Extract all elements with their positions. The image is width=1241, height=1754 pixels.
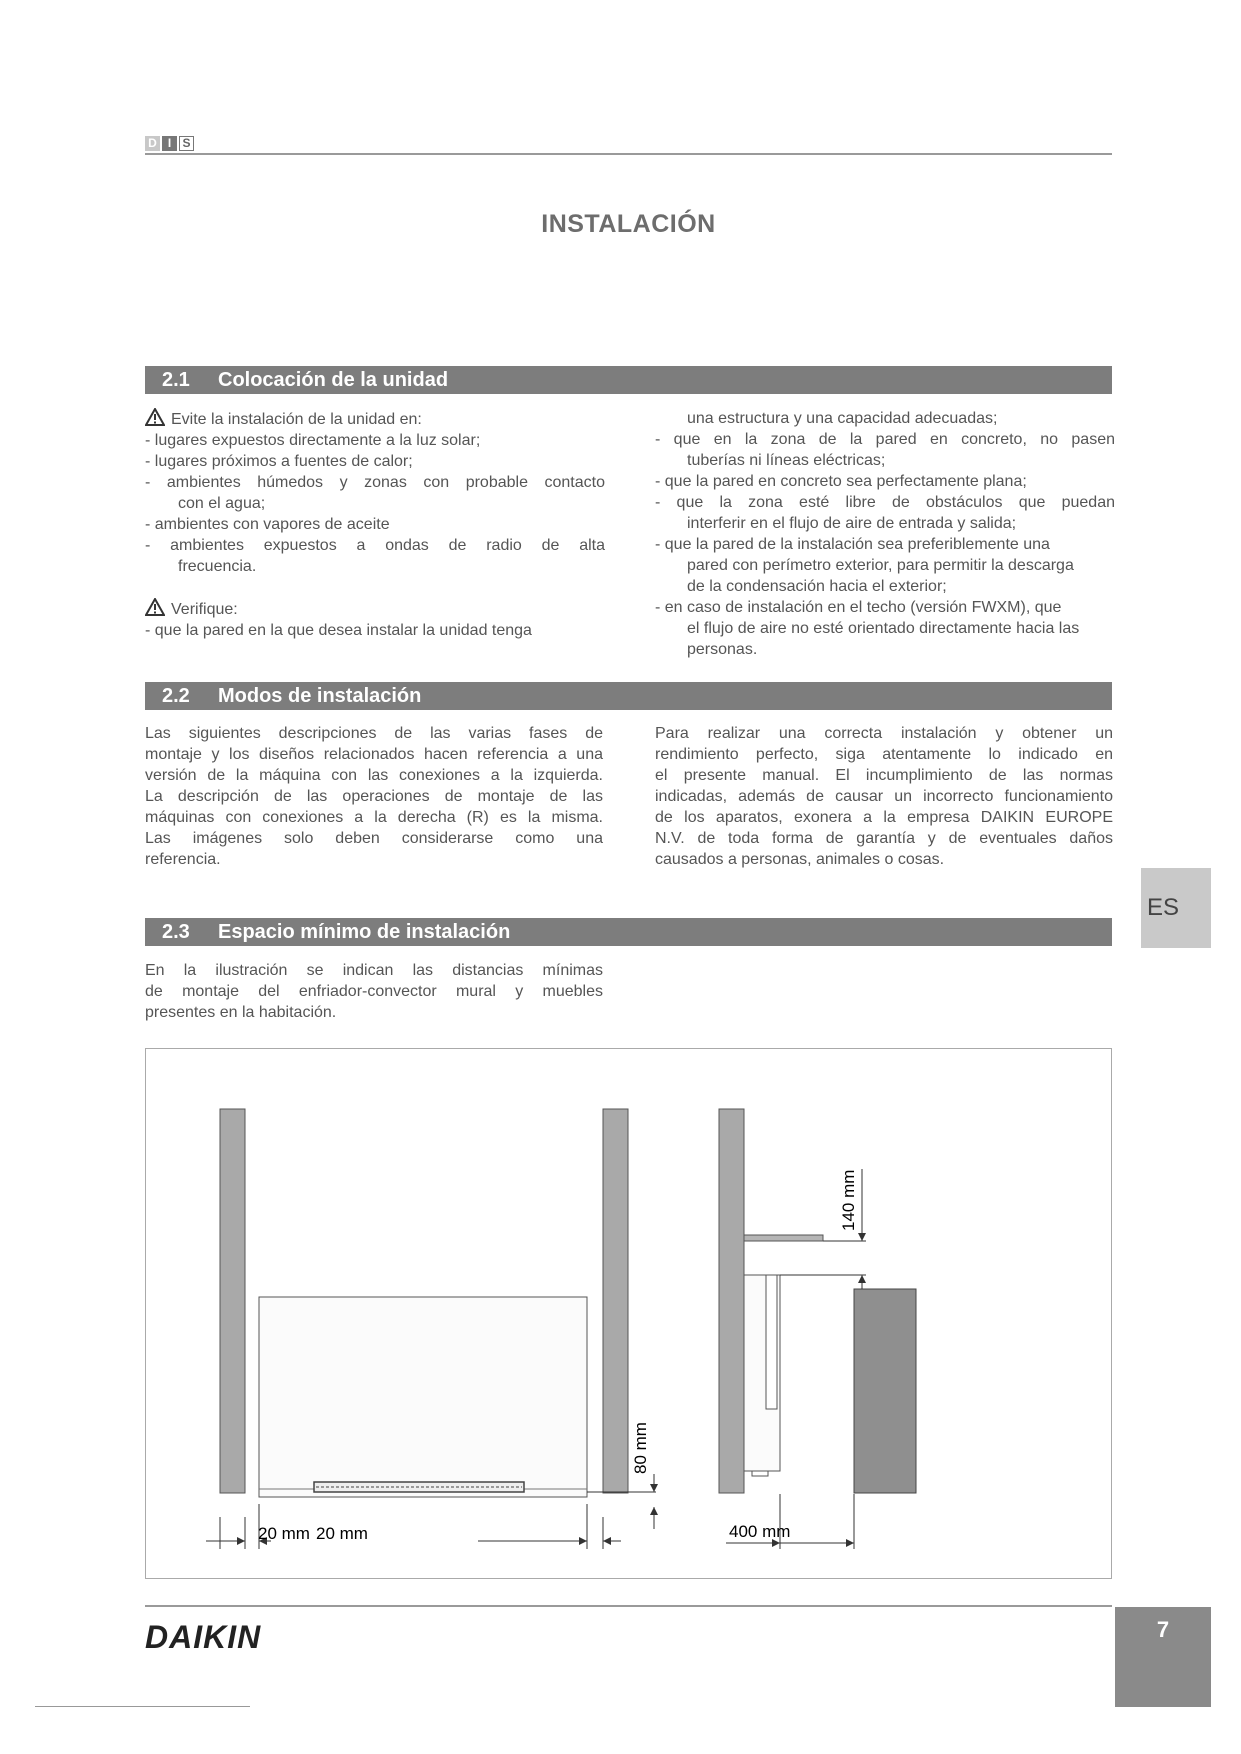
text-line: versión de la máquina con las conexiones a la izquierda. bbox=[145, 767, 603, 784]
document-code-badge bbox=[145, 136, 194, 151]
text-line: montaje y los diseños relacionados hacen referencia a una bbox=[145, 746, 603, 763]
side-wall bbox=[719, 1109, 744, 1493]
dimension-right-20mm: 20 mm bbox=[316, 1524, 368, 1543]
section-2-1-left-column bbox=[145, 408, 605, 641]
section-2-3-text bbox=[145, 960, 603, 1023]
shelf bbox=[744, 1235, 823, 1241]
text-line: - en caso de instalación en el techo (versión FWXM), que bbox=[655, 599, 1062, 616]
section-title: Espacio mínimo de instalación bbox=[218, 921, 511, 943]
text-line: el presente manual. El incumplimiento de las normas bbox=[655, 767, 1113, 784]
text-line: Verifique: bbox=[145, 598, 605, 620]
section-number: 2.2 bbox=[162, 685, 190, 707]
text-line: - que en la zona de la pared en concreto, no pasen bbox=[655, 431, 1115, 448]
text-line: Las siguientes descripciones de las varias fases de bbox=[145, 725, 603, 742]
section-title: Modos de instalación bbox=[218, 685, 422, 707]
text-line: de la condensación hacia el exterior; bbox=[687, 578, 947, 595]
language-tab: ES bbox=[1141, 868, 1211, 948]
text-line: En la ilustración se indican las distancias mínimas bbox=[145, 962, 603, 979]
warning-icon bbox=[145, 598, 165, 616]
text-line: el flujo de aire no esté orientado directamente hacia las bbox=[687, 620, 1080, 637]
badge-letter-s: S bbox=[179, 136, 194, 151]
dimension-140mm: 140 mm bbox=[839, 1169, 858, 1231]
section-2-1-right-column bbox=[655, 408, 1115, 660]
text-line: - que la zona esté libre de obstáculos que puedan bbox=[655, 494, 1115, 511]
text-line: - ambientes con vapores de aceite bbox=[145, 516, 390, 533]
text-line: máquinas con conexiones a la derecha (R) es la misma. bbox=[145, 809, 603, 826]
badge-letter-i: I bbox=[162, 136, 177, 151]
text-line: - lugares próximos a fuentes de calor; bbox=[145, 453, 413, 470]
clearance-diagram bbox=[146, 1049, 1111, 1578]
section-2-3-header bbox=[145, 918, 1112, 946]
text-line: indicadas, además de causar un incorrecto funcionamiento bbox=[655, 788, 1113, 805]
text-line: - ambientes húmedos y zonas con probable contacto bbox=[145, 474, 605, 491]
text-line: interferir en el flujo de aire de entrada y salida; bbox=[687, 515, 1017, 532]
page-title: INSTALACIÓN bbox=[541, 210, 716, 238]
text-line: personas. bbox=[687, 641, 758, 658]
text-line: N.V. de toda forma de garantía y de eventuales daños bbox=[655, 830, 1113, 847]
text-line: La descripción de las operaciones de montaje de las bbox=[145, 788, 603, 805]
page-number: 7 bbox=[1115, 1607, 1211, 1707]
section-number: 2.3 bbox=[162, 921, 190, 943]
text-line: frecuencia. bbox=[178, 558, 257, 575]
text-line: referencia. bbox=[145, 851, 221, 868]
text-line: con el agua; bbox=[178, 495, 266, 512]
text-line: causados a personas, animales o cosas. bbox=[655, 851, 945, 868]
furniture bbox=[854, 1289, 916, 1493]
text-line: - ambientes expuestos a ondas de radio de alta bbox=[145, 537, 605, 554]
text-line: Para realizar una correcta instalación y obtener un bbox=[655, 725, 1113, 742]
text-line: de montaje del enfriador-convector mural y muebles bbox=[145, 983, 603, 1000]
section-title: Colocación de la unidad bbox=[218, 369, 449, 391]
text-line: tuberías ni líneas eléctricas; bbox=[687, 452, 886, 469]
footer-line bbox=[35, 1706, 250, 1707]
right-wall bbox=[603, 1109, 628, 1493]
section-2-2-right-column bbox=[655, 723, 1113, 870]
daikin-logo: DAIKIN bbox=[145, 1619, 262, 1655]
footer-rule bbox=[145, 1605, 1112, 1607]
text-line: Evite la instalación de la unidad en: bbox=[145, 408, 605, 430]
text-line: presentes en la habitación. bbox=[145, 1004, 337, 1021]
left-wall bbox=[220, 1109, 245, 1493]
section-2-1-header bbox=[145, 366, 1112, 394]
text-line: - que la pared de la instalación sea preferiblemente una bbox=[655, 536, 1050, 553]
text-line: de los aparatos, exonera a la empresa DAIKIN EUROPE bbox=[655, 809, 1113, 826]
text-line: una estructura y una capacidad adecuadas; bbox=[687, 410, 998, 427]
installation-clearance-figure bbox=[145, 1048, 1112, 1579]
section-2-2-header bbox=[145, 682, 1112, 710]
header-rule bbox=[145, 153, 1112, 155]
section-2-2-left-column bbox=[145, 723, 603, 870]
dimension-400mm: 400 mm bbox=[729, 1522, 791, 1541]
text-line: pared con perímetro exterior, para permitir la descarga bbox=[687, 557, 1074, 574]
text-line: rendimiento perfecto, siga atentamente lo indicado en bbox=[655, 746, 1113, 763]
text-line: - que la pared en la que desea instalar la unidad tenga bbox=[145, 622, 532, 639]
text-line: - que la pared en concreto sea perfectamente plana; bbox=[655, 473, 1027, 490]
unit-front bbox=[259, 1297, 587, 1497]
dimension-80mm: 80 mm bbox=[631, 1422, 650, 1474]
text-line: - lugares expuestos directamente a la luz solar; bbox=[145, 432, 481, 449]
text-line: Las imágenes solo deben considerarse como una bbox=[145, 830, 603, 847]
section-number: 2.1 bbox=[162, 369, 190, 391]
warning-icon bbox=[145, 408, 165, 426]
badge-letter-d: D bbox=[145, 136, 160, 151]
dimension-left-20mm: 20 mm bbox=[258, 1524, 310, 1543]
